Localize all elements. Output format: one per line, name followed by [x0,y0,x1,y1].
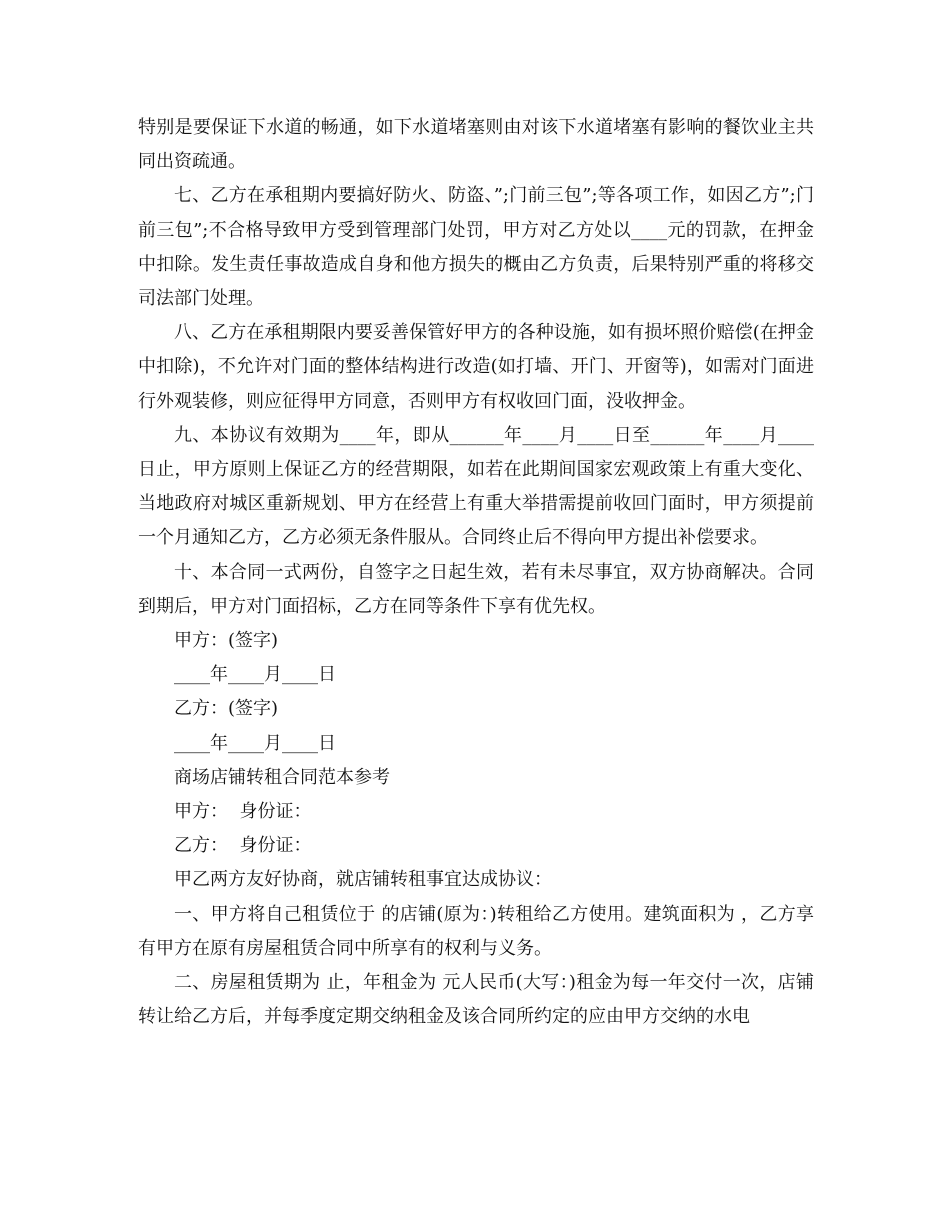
paragraph-clause-8: 八、乙方在承租期限内要妥善保管好甲方的各种设施，如有损坏照价赔偿(在押金中扣除)，不允许对门面的整体结构进行改造(如打墙、开门、开窗等)，如需对门面进行外观装修，则应征得甲方同意，否则甲方有权收回门面，没收押金。 [138,322,814,412]
paragraph-clause-7: 七、乙方在承租期内要搞好防火、防盗、”;门前三包”;等各项工作，如因乙方”;门前三包”;不合格导致甲方受到管理部门处罚，甲方对乙方处以____元的罚款，在押金中扣除。发生责任事故造成自身和他方损失的概由乙方负责，后果特别严重的将移交司法部门处理。 [138,185,814,310]
paragraph-continuation: 特别是要保证下水道的畅通，如下水道堵塞则由对该下水道堵塞有影响的餐饮业主共同出资疏通。 [138,117,814,173]
party-b-signature: 乙方：(签字) [174,698,279,720]
party-b-date: ____年____月____日 [174,732,336,754]
party-a-date: ____年____月____日 [174,664,336,686]
paragraph-clause-1: 一、甲方将自己租赁位于 的店铺(原为：)转租给乙方使用。建筑面积为 ，乙方享有甲方在原有房屋租赁合同中所享有的权利与义务。 [138,903,814,959]
section-title: 商场店铺转租合同范本参考 [174,766,390,788]
document-body [138,111,814,1034]
agreement-intro: 甲乙两方友好协商，就店铺转租事宜达成协议： [174,869,552,891]
party-b-id-line: 乙方： 身份证： [174,835,312,857]
party-a-signature: 甲方：(签字) [174,630,279,652]
paragraph-clause-10: 十、本合同一式两份，自签字之日起生效，若有未尽事宜，双方协商解决。合同到期后，甲方对门面招标，乙方在同等条件下享有优先权。 [138,561,814,617]
party-a-id-line: 甲方： 身份证： [174,801,312,823]
paragraph-clause-2: 二、房屋租赁期为 止，年租金为 元人民币(大写：)租金为每一年交付一次，店铺转让给乙方后，并每季度定期交纳租金及该合同所约定的应由甲方交纳的水电 [138,972,814,1028]
paragraph-clause-9: 九、本协议有效期为____年，即从______年____月____日至______年____月____日止，甲方原则上保证乙方的经营期限，如若在此期间国家宏观政策上有重大变化、当地政府对城区重新规划、甲方在经营上有重大举措需提前收回门面时，甲方须提前一个月通知乙方，乙方必须无条件服从。合同终止后不得向甲方提出补偿要求。 [138,424,814,549]
